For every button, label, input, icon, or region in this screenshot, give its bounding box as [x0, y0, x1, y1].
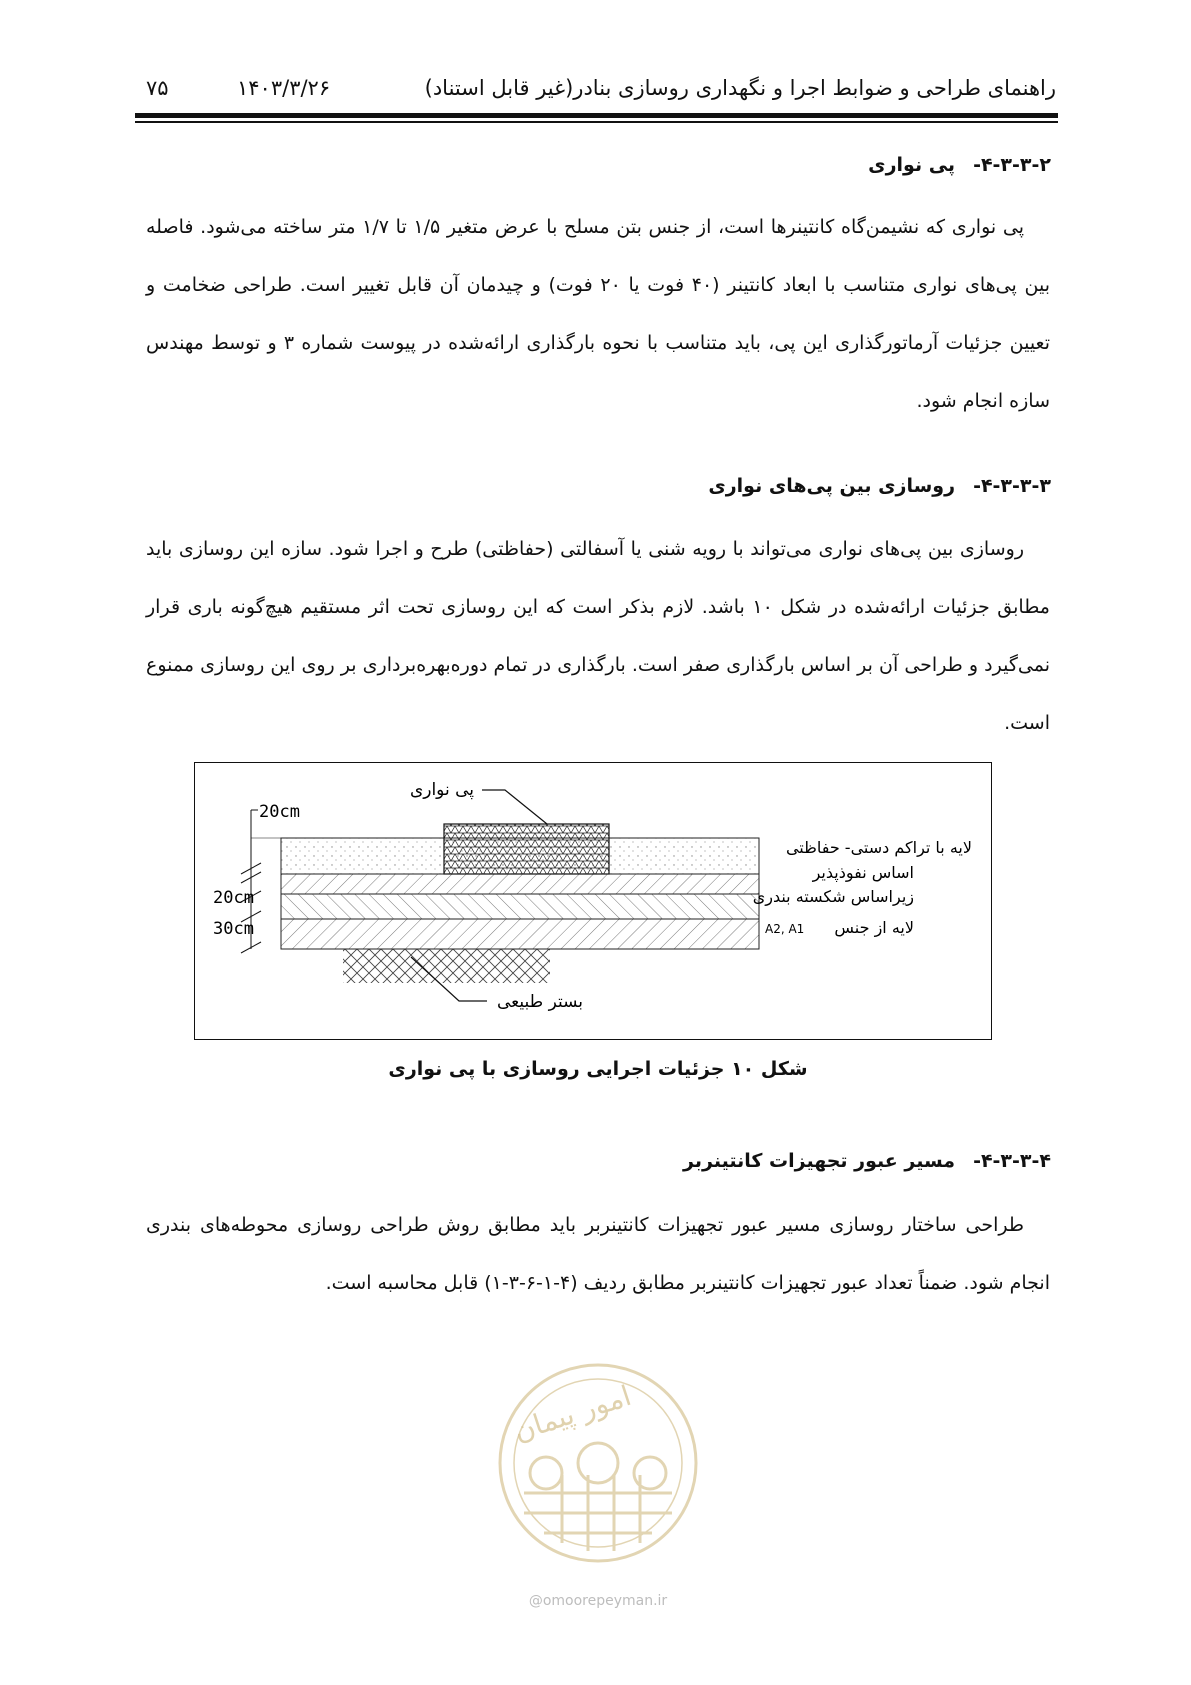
- section-body: [146, 1196, 1050, 1312]
- layer-1-label: لایه با تراکم دستی- حفاظتی: [785, 838, 972, 857]
- header-rule-thin: [135, 121, 1058, 123]
- strip-footing-label: پی نواری: [409, 780, 474, 800]
- layer-3-label: زیراساس شکسته بندری: [752, 887, 914, 906]
- figure-caption: شکل ۱۰ جزئیات اجرایی روسازی با پی نواری: [388, 1058, 808, 1080]
- section-body: [146, 520, 1050, 752]
- section-title: روسازی بین پی‌های نواری: [708, 475, 956, 497]
- dim-mid-label: 20cm: [213, 888, 254, 908]
- header-date: ۱۴۰۳/۳/۲۶: [237, 76, 331, 100]
- section-number: ۴-۳-۳-۲-: [973, 154, 1051, 176]
- section-heading: [683, 1150, 1051, 1172]
- section-heading: [868, 154, 1051, 176]
- section-number: ۴-۳-۳-۴-: [973, 1150, 1051, 1172]
- section-heading: [708, 475, 1051, 497]
- paragraph: پی نواری که نشیمن‌گاه کانتینرها است، از جنس بتن مسلح با عرض متغیر ۱/۵ تا ۱/۷ متر ساخته می‌شود. فاصله بین پی‌های نواری متناسب با ابعاد کانتینر (۴۰ فوت یا ۲۰ فوت) و چیدمان آن قابل تغییر است. طراحی ضخامت و تعیین جزئیات آرماتورگذاری این پی، باید متناسب با نحوه بارگذاری ارائه‌شده در پیوست شماره ۳ و توسط مهندس سازه انجام شود.: [146, 216, 1051, 412]
- dim-bottom-label: 30cm: [213, 919, 254, 939]
- watermark: [484, 1353, 712, 1615]
- header-title: راهنمای طراحی و ضوابط اجرا و نگهداری روسازی بنادر(غیر قابل استناد): [424, 76, 1056, 100]
- section-title: مسیر عبور تجهیزات کانتینربر: [683, 1150, 956, 1172]
- layer-4-label: لایه از جنس: [834, 918, 914, 937]
- page-number: ۷۵: [146, 76, 169, 100]
- subgrade-label: بستر طبیعی: [497, 992, 583, 1012]
- layer-2-label: اساس نفوذپذیر: [812, 863, 914, 882]
- strip-footing: [444, 824, 609, 874]
- section-title: پی نواری: [868, 154, 956, 176]
- layer-subbase: [281, 894, 759, 919]
- figure-drawing: [195, 763, 993, 1041]
- watermark-text: @omoorepeyman.ir: [528, 1593, 668, 1609]
- layer-a1-a2: [281, 919, 759, 949]
- watermark-logo: [484, 1353, 712, 1615]
- layer-permeable-base: [281, 874, 759, 894]
- header-rule-thick: [135, 113, 1058, 118]
- section-body: [146, 198, 1050, 430]
- paragraph: روسازی بین پی‌های نواری می‌تواند با رویه شنی یا آسفالتی (حفاظتی) طرح و اجرا شود. سازه این روسازی باید مطابق جزئیات ارائه‌شده در شکل ۱۰ باشد. لازم بذکر است که این روسازی تحت اثر مستقیم هیچ‌گونه باری قرار نمی‌گیرد و طراحی آن بر اساس بارگذاری صفر است. بارگذاری در تمام دوره‌بهره‌برداری بر روی این روسازی ممنوع است.: [146, 538, 1050, 734]
- watermark-logo-text: امور پیمان: [509, 1379, 636, 1448]
- layer-4-material: A2, A1: [765, 922, 805, 936]
- paragraph: طراحی ساختار روسازی مسیر عبور تجهیزات کانتینربر باید مطابق روش طراحی روسازی محوطه‌های بندری انجام شود. ضمناً تعداد عبور تجهیزات کانتینربر مطابق ردیف (۴-۱-۶-۳-۱) قابل محاسبه است.: [146, 1214, 1050, 1294]
- subgrade-hatch: [343, 949, 550, 983]
- section-number: ۴-۳-۳-۳-: [973, 475, 1051, 497]
- pavement-detail-figure: [194, 762, 992, 1040]
- dim-top-label: 20cm: [259, 802, 300, 822]
